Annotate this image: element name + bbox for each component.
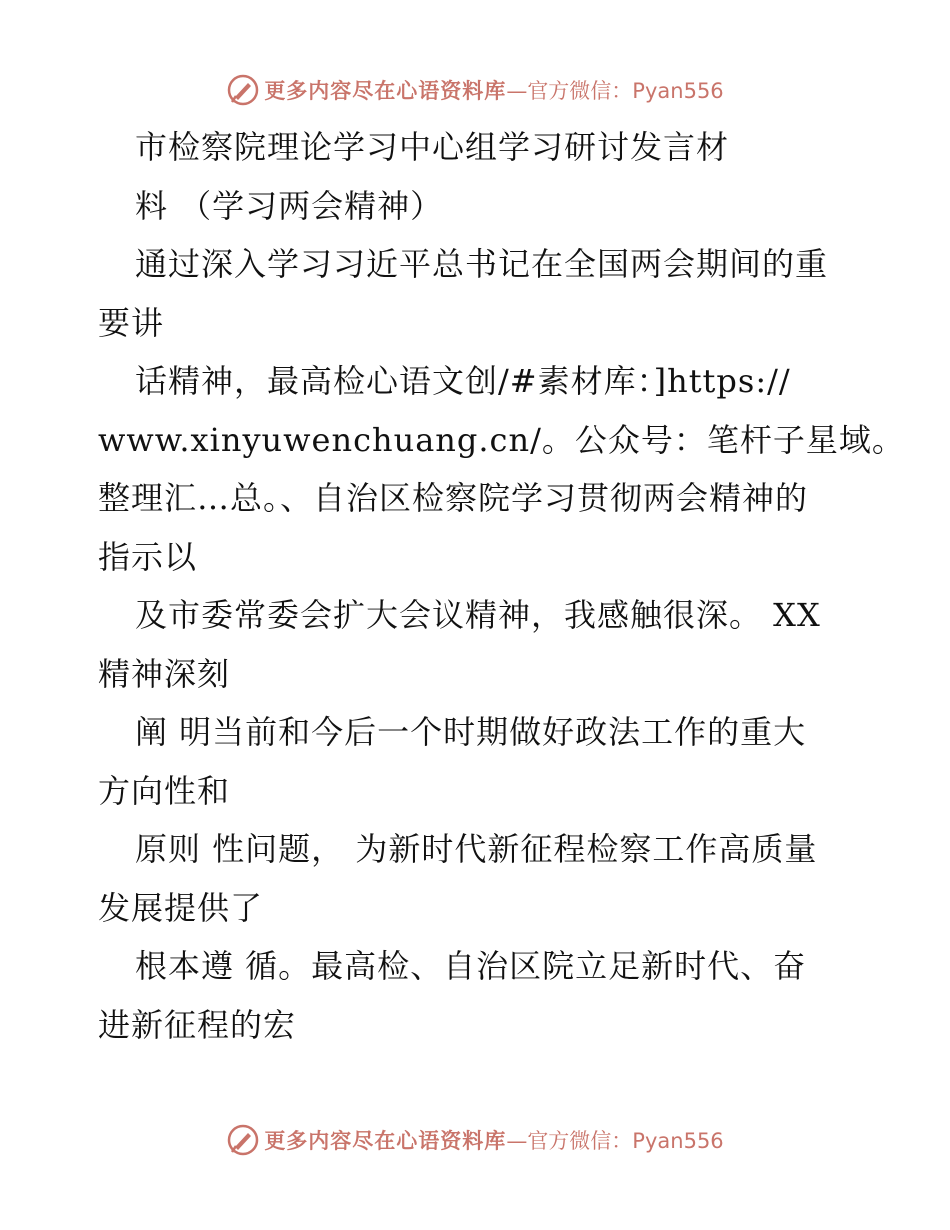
text-line: 精神深刻 [98,654,231,693]
banner-wechat: —官方微信：Pyan556 [506,79,724,103]
text-line: 话精神，最高检心语文创/#素材库：]https:// [135,362,791,400]
header-banner [0,68,950,112]
text-line: 发展提供了 [98,888,264,927]
text-line: 整理汇…总。、自治区检察院学习贯彻两会精神的 [98,479,809,517]
text-line: 市检察院理论学习中心组学习研讨发言材 [135,128,730,166]
text-line: 原则 性问题， 为新时代新征程检察工作高质量 [135,830,818,868]
text-line: www.xinyuwenchuang.cn/。公众号：笔杆子星域。 [98,420,905,459]
quill-logo-icon [226,1123,260,1157]
banner-wechat: —官方微信：Pyan556 [506,1129,724,1153]
text-line: 进新征程的宏 [98,1005,297,1044]
text-line: 料 （学习两会精神） [135,186,444,225]
text-line: 及市委常委会扩大会议精神，我感触很深。 XX [135,596,821,634]
quill-logo-icon [226,73,260,107]
text-line: 要讲 [98,303,165,342]
document-body [98,118,905,1054]
text-line: 阐 明当前和今后一个时期做好政法工作的重大 [135,713,807,751]
banner-title: 更多内容尽在心语资料库 [264,1128,507,1153]
banner-title: 更多内容尽在心语资料库 [264,78,507,103]
text-line: 通过深入学习习近平总书记在全国两会期间的重 [135,245,829,283]
text-line: 指示以 [98,537,198,576]
text-line: 根本遵 循。最高检、自治区院立足新时代、奋 [135,947,807,985]
footer-banner [0,1118,950,1162]
text-line: 方向性和 [98,771,231,810]
